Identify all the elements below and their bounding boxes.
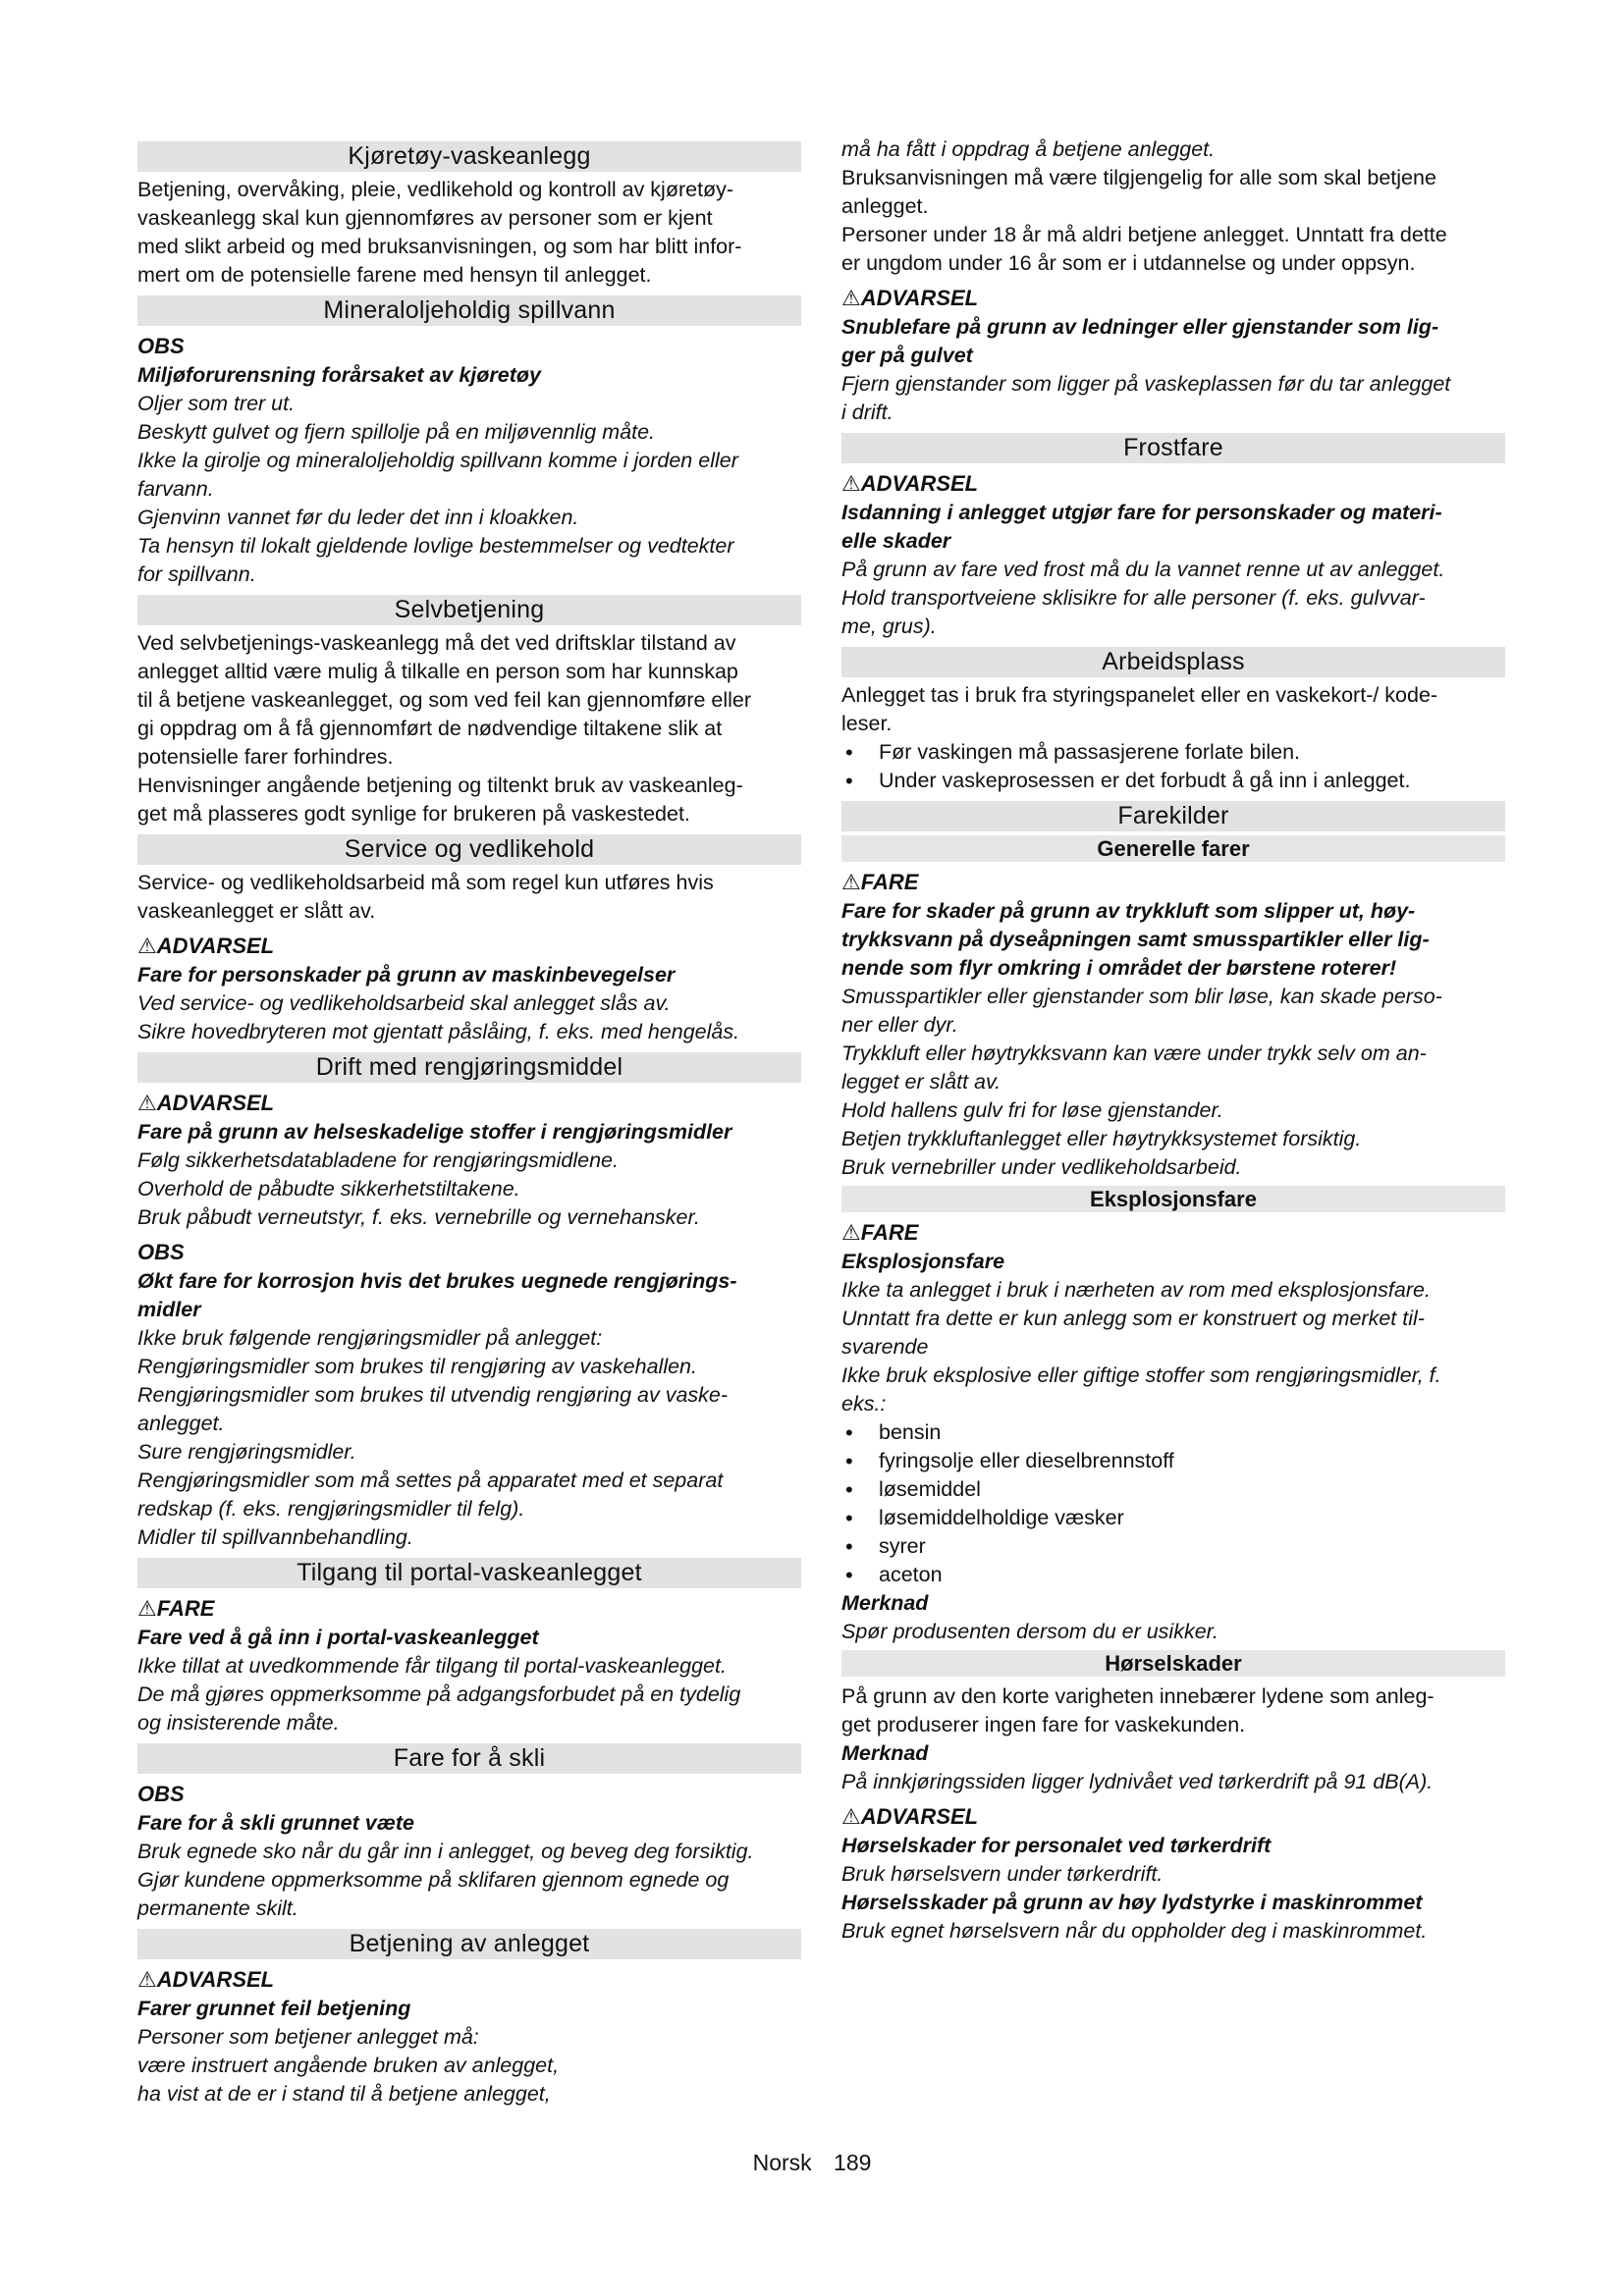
italic-text: svarende: [841, 1335, 929, 1359]
section-heading: Fare for å skli: [137, 1743, 801, 1774]
section-heading: Betjening av anlegget: [137, 1929, 801, 1959]
italic-text: permanente skilt.: [137, 1896, 298, 1920]
italic-text: Rengjøringsmidler som må settes på apparatet med et separat: [137, 1468, 724, 1492]
body-text: vaskeanlegg skal kun gjennomføres av personer som er kjent: [137, 206, 713, 230]
italic-text: legget er slått av.: [841, 1070, 1001, 1094]
list-item: • bensin: [841, 1418, 1505, 1447]
italic-text: Unntatt fra dette er kun anlegg som er konstruert og merket til-: [841, 1307, 1425, 1330]
warning-title: Økt fare for korrosjon hvis det brukes uegnede rengjørings-: [137, 1269, 737, 1293]
notice-label: ⚠FARE: [137, 1596, 215, 1621]
warning-title: trykksvann på dyseåpningen samt smusspartikler eller lig-: [841, 928, 1430, 951]
list-item: • aceton: [841, 1561, 1505, 1589]
body-text: get må plasseres godt synlige for brukeren på vaskestedet.: [137, 802, 690, 826]
body-text: vaskeanlegget er slått av.: [137, 899, 376, 923]
italic-text: være instruert angående bruken av anlegget,: [137, 2054, 560, 2077]
warning-title: elle skader: [841, 529, 951, 553]
body-text: er ungdom under 16 år som er i utdannelse og under oppsyn.: [841, 251, 1416, 275]
italic-text: farvann.: [137, 477, 214, 501]
italic-text: Sikre hovedbryteren mot gjentatt påslåing, f. eks. med hengelås.: [137, 1020, 740, 1043]
italic-text: og insisterende måte.: [137, 1711, 340, 1735]
italic-text: anlegget.: [137, 1412, 225, 1435]
body-text: potensielle farer forhindres.: [137, 745, 394, 769]
section-heading: Service og vedlikehold: [137, 834, 801, 865]
italic-text: Midler til spillvannbehandling.: [137, 1525, 413, 1549]
italic-text: Beskytt gulvet og fjern spillolje på en miljøvennlig måte.: [137, 420, 656, 444]
page-footer: [0, 2150, 1624, 2176]
italic-text: Bruk påbudt verneutstyr, f. eks. vernebrille og vernehansker.: [137, 1205, 700, 1229]
italic-text: På grunn av fare ved frost må du la vannet renne ut av anlegget.: [841, 558, 1445, 581]
notice-label: ⚠ADVARSEL: [841, 286, 979, 310]
italic-text: Ta hensyn til lokalt gjeldende lovlige bestemmelser og vedtekter: [137, 534, 734, 558]
notice-label: ⚠ADVARSEL: [137, 1091, 275, 1115]
italic-text: Sure rengjøringsmidler.: [137, 1440, 356, 1464]
italic-text: Bruk egnet hørselsvern når du oppholder deg i maskinrommet.: [841, 1919, 1428, 1943]
warning-title: Fare for skader på grunn av trykkluft som slipper ut, høy-: [841, 899, 1416, 923]
page-number: 189: [834, 2150, 872, 2175]
section-heading: Tilgang til portal-vaskeanlegget: [137, 1558, 801, 1588]
warning-title: Fare på grunn av helseskadelige stoffer i rengjøringsmidler: [137, 1120, 732, 1144]
bullet-list: [841, 1418, 1505, 1589]
italic-text: ha vist at de er i stand til å betjene anlegget,: [137, 2082, 551, 2106]
body-text: Service- og vedlikeholdsarbeid må som regel kun utføres hvis: [137, 871, 714, 894]
list-item: • Før vaskingen må passasjerene forlate bilen.: [841, 738, 1505, 767]
italic-text: Ved service- og vedlikeholdsarbeid skal anlegget slås av.: [137, 991, 671, 1015]
section-heading: Mineraloljeholdig spillvann: [137, 295, 801, 326]
body-text: gi oppdrag om å få gjennomført de nødvendige tiltakene slik at: [137, 717, 723, 740]
body-text: til å betjene vaskeanlegget, og som ved feil kan gjennomføre eller: [137, 688, 752, 712]
warning-title: Merknad: [841, 1741, 929, 1765]
body-text: Henvisninger angående betjening og tiltenkt bruk av vaskeanleg-: [137, 774, 743, 797]
section-heading: Arbeidsplass: [841, 647, 1505, 677]
body-text: mert om de potensielle farene med hensyn til anlegget.: [137, 263, 652, 287]
italic-text: i drift.: [841, 400, 893, 424]
notice-label: ⚠ADVARSEL: [137, 934, 275, 958]
italic-text: må ha fått i oppdrag å betjene anlegget.: [841, 137, 1216, 161]
notice-label: ⚠FARE: [841, 870, 919, 894]
body-text: leser.: [841, 712, 893, 735]
warning-title: Hørselsskader på grunn av høy lydstyrke i maskinrommet: [841, 1891, 1423, 1914]
section-heading: Farekilder: [841, 801, 1505, 831]
italic-text: for spillvann.: [137, 562, 256, 586]
warning-title: Isdanning i anlegget utgjør fare for personskader og materi-: [841, 501, 1442, 524]
italic-text: ner eller dyr.: [841, 1013, 958, 1037]
warning-title: Fare ved å gå inn i portal-vaskeanlegget: [137, 1626, 539, 1649]
warning-title: nende som flyr omkring i området der børstene roterer!: [841, 956, 1397, 980]
italic-text: Bruk vernebriller under vedlikeholdsarbeid.: [841, 1155, 1242, 1179]
warning-title: Fare for å skli grunnet væte: [137, 1811, 414, 1835]
warning-title: Merknad: [841, 1591, 929, 1615]
warning-title: midler: [137, 1298, 201, 1321]
italic-text: Oljer som trer ut.: [137, 392, 296, 415]
italic-text: Gjør kundene oppmerksomme på sklifaren gjennom egnede og: [137, 1868, 730, 1892]
body-text: Personer under 18 år må aldri betjene anlegget. Unntatt fra dette: [841, 223, 1447, 246]
italic-text: Hold hallens gulv fri for løse gjenstander.: [841, 1098, 1223, 1122]
section-heading: Selvbetjening: [137, 595, 801, 625]
right-column: [841, 135, 1505, 1946]
warning-title: Hørselskader for personalet ved tørkerdrift: [841, 1834, 1272, 1857]
italic-text: Trykkluft eller høytrykksvann kan være under trykk selv om an-: [841, 1041, 1427, 1065]
warning-title: Farer grunnet feil betjening: [137, 1997, 411, 2020]
section-heading: Kjøretøy-vaskeanlegg: [137, 141, 801, 172]
italic-text: Overhold de påbudte sikkerhetstiltakene.: [137, 1177, 520, 1201]
section-heading: Drift med rengjøringsmiddel: [137, 1052, 801, 1083]
notice-label: ⚠ADVARSEL: [841, 1804, 979, 1829]
italic-text: Bruk hørselsvern under tørkerdrift.: [841, 1862, 1164, 1886]
italic-text: Ikke bruk følgende rengjøringsmidler på anlegget:: [137, 1326, 603, 1350]
italic-text: Rengjøringsmidler som brukes til rengjøring av vaskehallen.: [137, 1355, 697, 1378]
notice-label: OBS: [137, 1782, 185, 1806]
notice-label: ⚠ADVARSEL: [137, 1967, 275, 1992]
warning-title: Snublefare på grunn av ledninger eller gjenstander som lig-: [841, 315, 1439, 339]
italic-text: me, grus).: [841, 614, 937, 638]
body-text: Betjening, overvåking, pleie, vedlikehold og kontroll av kjøretøy-: [137, 178, 734, 201]
italic-text: Ikke bruk eksplosive eller giftige stoffer som rengjøringsmidler, f.: [841, 1363, 1441, 1387]
body-text: anlegget.: [841, 194, 929, 218]
subsection-heading: Eksplosjonsfare: [841, 1186, 1505, 1212]
italic-text: Bruk egnede sko når du går inn i anlegget, og beveg deg forsiktig.: [137, 1840, 754, 1863]
italic-text: På innkjøringssiden ligger lydnivået ved tørkerdrift på 91 dB(A).: [841, 1770, 1434, 1793]
italic-text: De må gjøres oppmerksomme på adgangsforbudet på en tydelig: [137, 1682, 741, 1706]
italic-text: redskap (f. eks. rengjøringsmidler til felg).: [137, 1497, 525, 1521]
italic-text: Spør produsenten dersom du er usikker.: [841, 1620, 1218, 1643]
warning-title: Miljøforurensning forårsaket av kjøretøy: [137, 363, 541, 387]
notice-label: OBS: [137, 334, 185, 358]
bullet-list: [841, 738, 1505, 795]
subsection-heading: Hørselskader: [841, 1650, 1505, 1677]
list-item: • syrer: [841, 1532, 1505, 1561]
body-text: Ved selvbetjenings-vaskeanlegg må det ved driftsklar tilstand av: [137, 631, 736, 655]
list-item: • fyringsolje eller dieselbrennstoff: [841, 1447, 1505, 1475]
italic-text: eks.:: [841, 1392, 887, 1415]
body-text: anlegget alltid være mulig å tilkalle en person som har kunnskap: [137, 660, 738, 683]
italic-text: Hold transportveiene sklisikre for alle personer (f. eks. gulvvar-: [841, 586, 1426, 610]
list-item: • Under vaskeprosessen er det forbudt å gå inn i anlegget.: [841, 767, 1505, 795]
notice-label: OBS: [137, 1240, 185, 1264]
italic-text: Rengjøringsmidler som brukes til utvendig rengjøring av vaske-: [137, 1383, 729, 1407]
italic-text: Personer som betjener anlegget må:: [137, 2025, 479, 2049]
italic-text: Ikke tillat at uvedkommende får tilgang til portal-vaskeanlegget.: [137, 1654, 727, 1678]
italic-text: Ikke la girolje og mineraloljeholdig spillvann komme i jorden eller: [137, 449, 738, 472]
italic-text: Følg sikkerhetsdatabladene for rengjøringsmidlene.: [137, 1148, 619, 1172]
body-text: På grunn av den korte varigheten innebærer lydene som anleg-: [841, 1684, 1435, 1708]
left-column: [137, 135, 801, 2109]
body-text: Bruksanvisningen må være tilgjengelig for alle som skal betjene: [841, 166, 1436, 189]
warning-title: Eksplosjonsfare: [841, 1250, 1005, 1273]
section-heading: Frostfare: [841, 433, 1505, 463]
warning-title: Fare for personskader på grunn av maskinbevegelser: [137, 963, 676, 987]
notice-label: ⚠ADVARSEL: [841, 471, 979, 496]
body-text: med slikt arbeid og med bruksanvisningen, og som har blitt infor-: [137, 235, 742, 258]
italic-text: Smusspartikler eller gjenstander som blir løse, kan skade perso-: [841, 985, 1442, 1008]
footer-language: Norsk: [752, 2150, 812, 2175]
body-text: get produserer ingen fare for vaskekunden.: [841, 1713, 1246, 1736]
list-item: • løsemiddelholdige væsker: [841, 1504, 1505, 1532]
italic-text: Gjenvinn vannet før du leder det inn i kloakken.: [137, 506, 579, 529]
list-item: • løsemiddel: [841, 1475, 1505, 1504]
notice-label: ⚠FARE: [841, 1220, 919, 1245]
italic-text: Ikke ta anlegget i bruk i nærheten av rom med eksplosjonsfare.: [841, 1278, 1431, 1302]
warning-title: ger på gulvet: [841, 344, 973, 367]
italic-text: Betjen trykkluftanlegget eller høytrykksystemet forsiktig.: [841, 1127, 1362, 1150]
subsection-heading: Generelle farer: [841, 835, 1505, 862]
body-text: Anlegget tas i bruk fra styringspanelet eller en vaskekort-/ kode-: [841, 683, 1438, 707]
italic-text: Fjern gjenstander som ligger på vaskeplassen før du tar anlegget: [841, 372, 1451, 396]
